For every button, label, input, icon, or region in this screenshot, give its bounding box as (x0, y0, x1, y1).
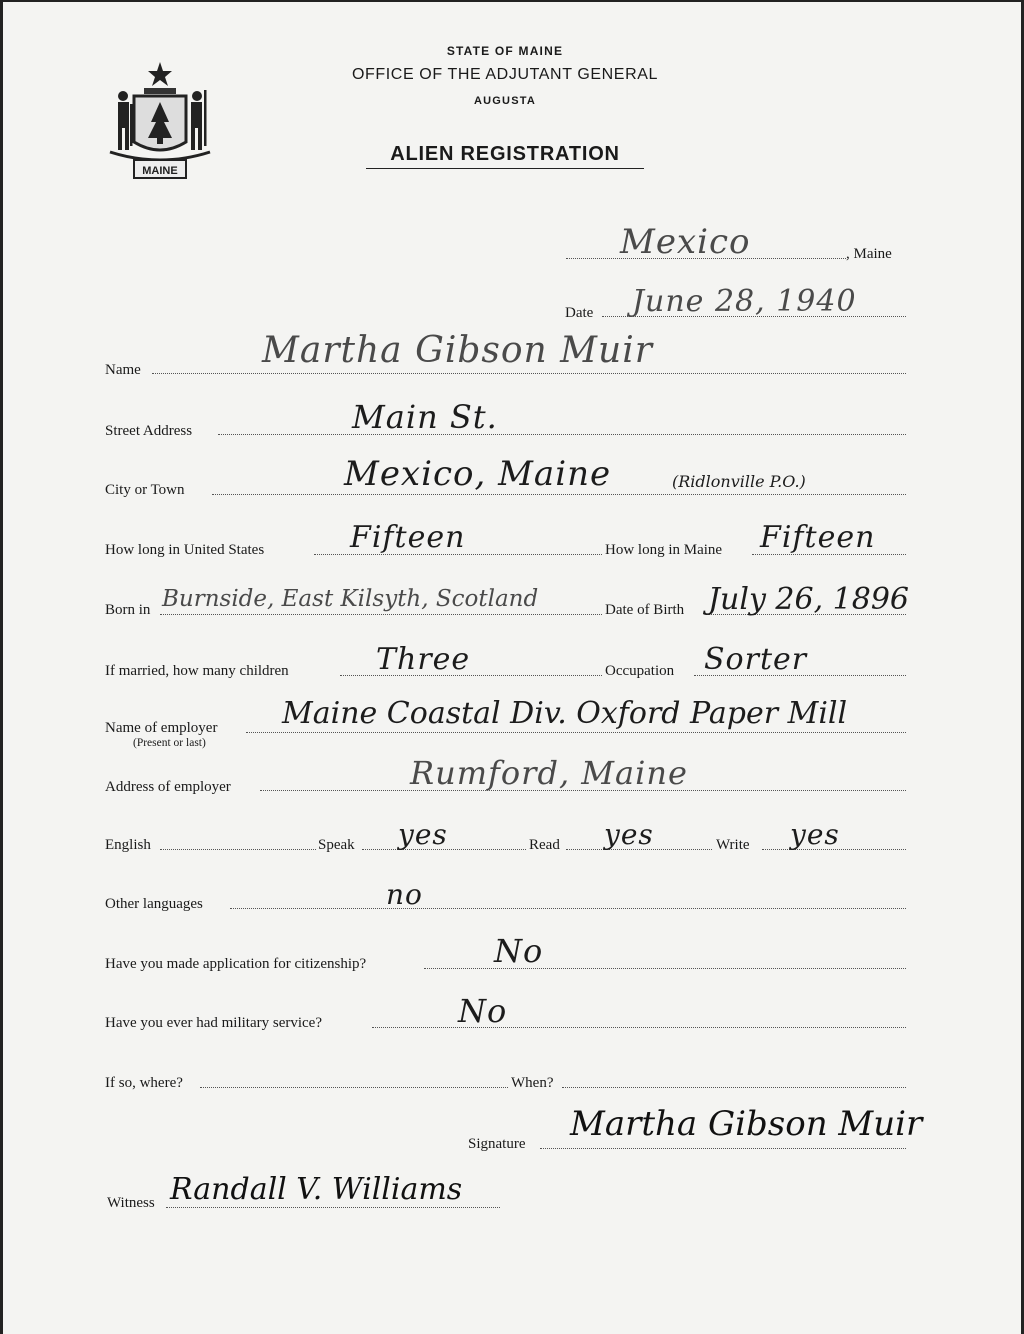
us-duration-value: Fifteen (350, 520, 466, 555)
children-value: Three (376, 642, 471, 677)
where-line (200, 1087, 508, 1088)
employer-label: Name of employer (105, 720, 218, 736)
military-line (372, 1027, 906, 1028)
occupation-value: Sorter (704, 642, 808, 677)
city-label: City or Town (105, 482, 185, 498)
english-line (160, 849, 316, 850)
when-label: When? (511, 1075, 554, 1091)
citizenship-label: Have you made application for citizenship? (105, 956, 367, 972)
employer-value: Maine Coastal Div. Oxford Paper Mill (282, 696, 848, 731)
header-office: OFFICE OF THE ADJUTANT GENERAL (351, 66, 659, 83)
street-value: Main St. (352, 398, 498, 436)
maine-state-seal-icon (104, 60, 216, 186)
us-duration-label: How long in United States (105, 542, 265, 558)
date-value: June 28, 1940 (632, 284, 857, 319)
town-value: Mexico (620, 222, 751, 262)
street-line (218, 434, 906, 435)
name-line (152, 373, 906, 374)
name-label: Name (105, 362, 141, 378)
maine-duration-label: How long in Maine (605, 542, 723, 558)
birthplace-label: Born in (105, 602, 151, 618)
title-underline (366, 168, 644, 169)
city-note: (Ridlonville P.O.) (672, 472, 806, 491)
english-label: English (105, 837, 151, 853)
signature-value: Martha Gibson Muir (570, 1104, 923, 1144)
city-value: Mexico, Maine (344, 454, 612, 494)
form-title: ALIEN REGISTRATION (390, 143, 620, 165)
other-languages-line (230, 908, 906, 909)
write-label: Write (716, 837, 750, 853)
military-label: Have you ever had military service? (105, 1015, 322, 1031)
other-languages-label: Other languages (105, 896, 203, 912)
when-line (562, 1087, 906, 1088)
dob-value: July 26, 1896 (708, 582, 910, 617)
signature-label: Signature (468, 1136, 526, 1152)
svg-text:MAINE: MAINE (142, 165, 178, 177)
employer-address-value: Rumford, Maine (410, 754, 688, 792)
birthplace-line (160, 614, 602, 615)
date-label: Date (565, 305, 594, 321)
header-city: AUGUSTA (474, 95, 536, 107)
witness-line (166, 1207, 500, 1208)
employer-note: (Present or last) (133, 737, 206, 749)
witness-label: Witness (107, 1195, 155, 1211)
employer-address-label: Address of employer (105, 779, 231, 795)
speak-value: yes (398, 818, 448, 851)
birthplace-value: Burnside, East Kilsyth, Scotland (162, 586, 539, 612)
street-label: Street Address (105, 423, 193, 439)
military-value: No (458, 992, 508, 1030)
dob-label: Date of Birth (605, 602, 685, 618)
employer-line (246, 732, 906, 733)
citizenship-value: No (494, 932, 544, 970)
speak-label: Speak (318, 837, 355, 853)
children-label: If married, how many children (105, 663, 289, 679)
header-state: STATE OF MAINE (446, 44, 564, 58)
signature-line (540, 1148, 906, 1149)
name-value: Martha Gibson Muir (262, 330, 653, 371)
occupation-label: Occupation (605, 663, 675, 679)
witness-value: Randall V. Williams (170, 1172, 463, 1207)
city-line (212, 494, 906, 495)
write-value: yes (790, 818, 840, 851)
read-label: Read (529, 837, 560, 853)
maine-duration-value: Fifteen (760, 520, 876, 555)
town-suffix-label: , Maine (846, 246, 892, 262)
where-label: If so, where? (105, 1075, 183, 1091)
other-languages-value: no (386, 878, 423, 911)
read-value: yes (604, 818, 654, 851)
